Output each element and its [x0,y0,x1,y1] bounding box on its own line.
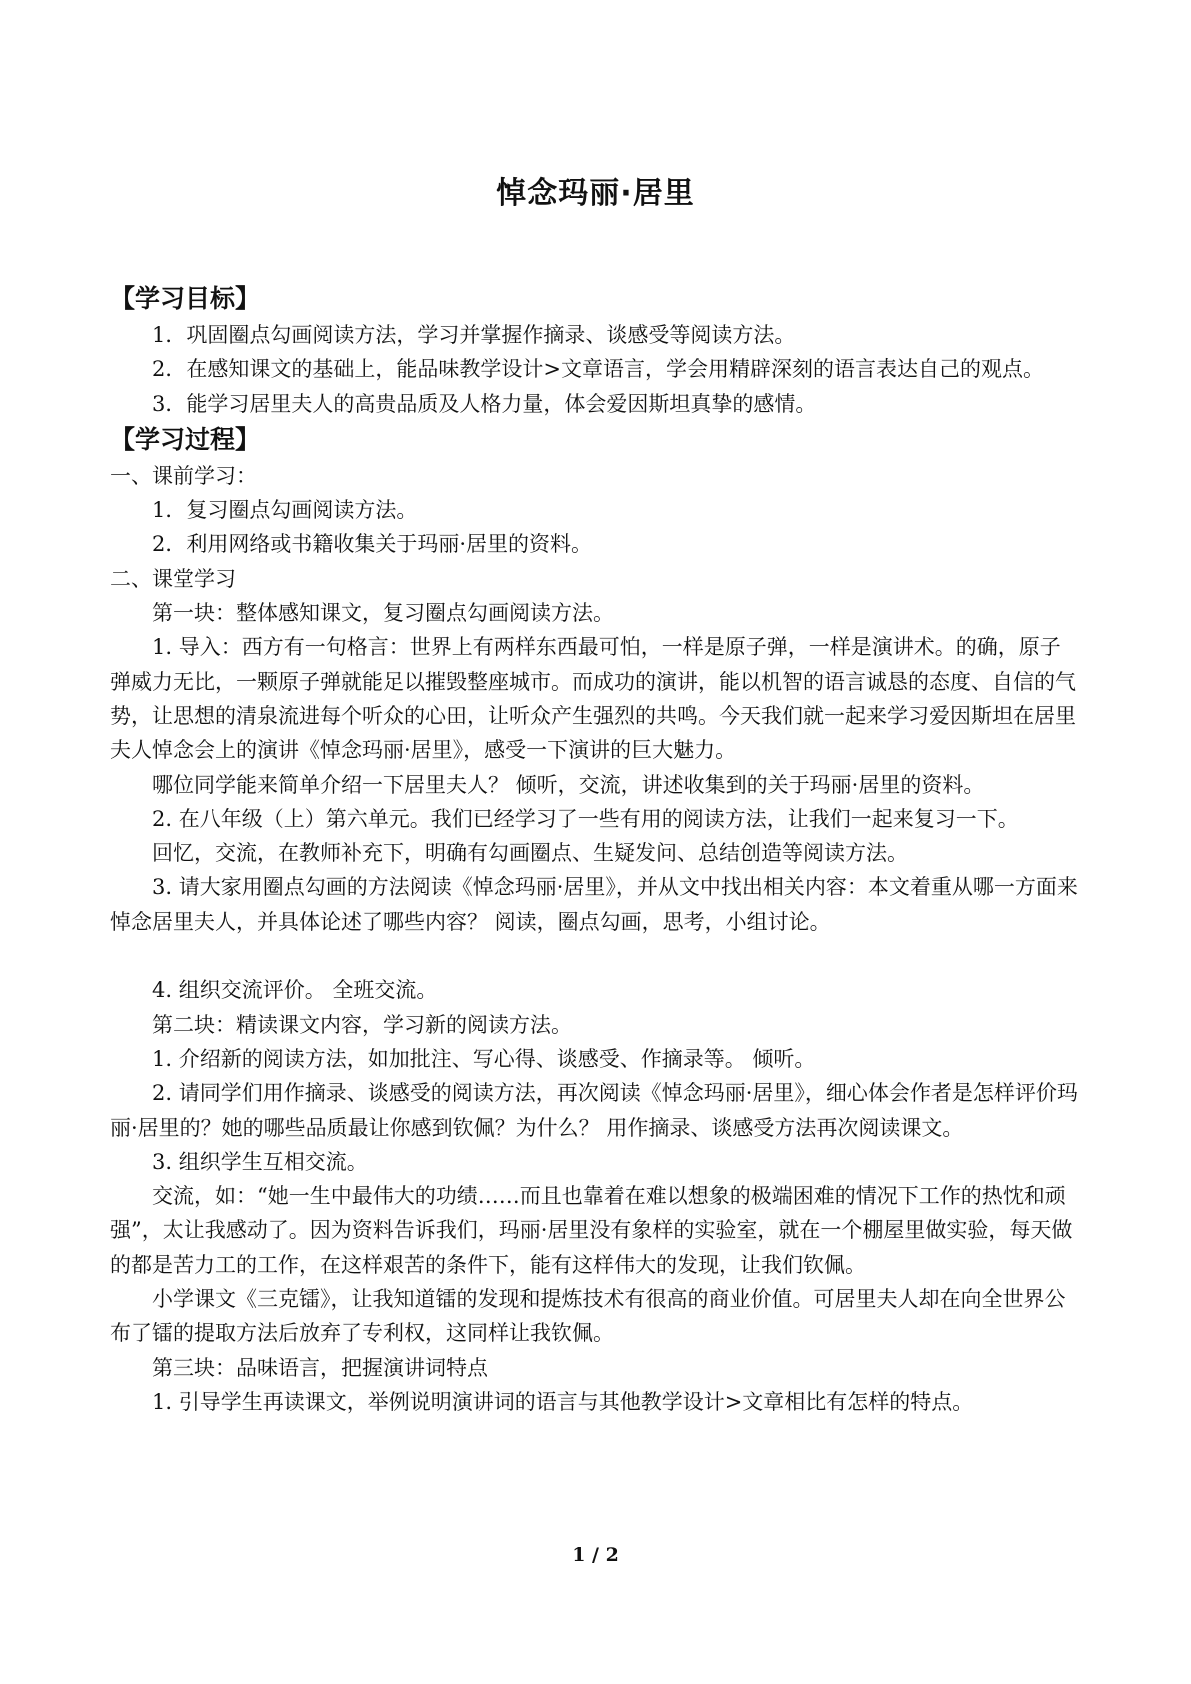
paragraph: 2. 在八年级（上）第六单元。我们已经学习了一些有用的阅读方法，让我们一起来复习一下。 [152,806,1019,831]
page-title: 悼念玛丽·居里 [496,176,695,211]
paragraph: 回忆，交流，在教师补充下，明确有勾画圈点、生疑发问、总结创造等阅读方法。 [152,841,908,866]
block-title-1: 第一块：整体感知课文，复习圈点勾画阅读方法。 [152,601,614,626]
paragraph: 1. 导入：西方有一句格言：世界上有两样东西最可怕，一样是原子弹，一样是演讲术。的确，原子弹威力无比，一颗原子弹就能足以摧毁整座城市。而成功的演讲，能以机智的语言诚恳的态度、自信的气势，让思想的清泉流进每个听众的心田，让听众产生强烈的共鸣。今天我们就一起来学习爱因斯坦在居里夫人悼念会上的演讲《悼念玛丽·居里》，感受一下演讲的巨大魅力。 [110,635,1076,763]
paragraph: 3. 请大家用圈点勾画的方法阅读《悼念玛丽·居里》，并从文中找出相关内容：本文着重从哪一方面来悼念居里夫人，并具体论述了哪些内容？ 阅读，圈点勾画，思考，小组讨论。 [110,875,1078,934]
paragraph: 1. 介绍新的阅读方法，如加批注、写心得、谈感受、作摘录等。 倾听。 [152,1046,816,1071]
section-heading-process: 【学习过程】 [110,424,261,454]
paragraph: 3. 组织学生互相交流。 [152,1149,368,1174]
part-title-prelearning: 一、课前学习： [110,463,257,488]
section-heading-objectives: 【学习目标】 [110,284,261,313]
part-title-classroom: 二、课堂学习 [110,566,236,591]
document-body [110,280,1078,1419]
prelearning-item: 1．复习圈点勾画阅读方法。 [152,498,418,523]
prelearning-item: 2．利用网络或书籍收集关于玛丽·居里的资料。 [152,532,593,557]
paragraph: 2. 请同学们用作摘录、谈感受的阅读方法，再次阅读《悼念玛丽·居里》，细心体会作者是怎样评价玛丽·居里的？她的哪些品质最让你感到钦佩？为什么？ 用作摘录、谈感受方法再次阅读课文。 [110,1081,1078,1140]
paragraph: 4. 组织交流评价。 全班交流。 [152,978,438,1003]
block-title-3: 第三块：品味语言，把握演讲词特点 [152,1355,488,1380]
page-number: 1 / 2 [572,1544,619,1566]
objective-item: 3．能学习居里夫人的高贵品质及人格力量，体会爱因斯坦真挚的感情。 [152,391,817,416]
paragraph: 哪位同学能来简单介绍一下居里夫人？ 倾听，交流，讲述收集到的关于玛丽·居里的资料。 [152,772,985,797]
objective-item: 1．巩固圈点勾画阅读方法，学习并掌握作摘录、谈感受等阅读方法。 [152,323,796,347]
objective-item: 2．在感知课文的基础上，能品味教学设计>文章语言，学会用精辟深刻的语言表达自己的观点。 [152,357,1044,382]
paragraph: 1. 引导学生再读课文，举例说明演讲词的语言与其他教学设计>文章相比有怎样的特点。 [152,1389,974,1414]
paragraph: 交流，如：“她一生中最伟大的功绩……而且也靠着在难以想象的极端困难的情况下工作的热忱和顽强”，太让我感动了。因为资料告诉我们，玛丽·居里没有象样的实验室，就在一个棚屋里做实验，每天做的都是苦力工的工作，在这样艰苦的条件下，能有这样伟大的发现，让我们钦佩。 [110,1184,1073,1277]
blank-line [110,939,1078,973]
block-title-2: 第二块：精读课文内容，学习新的阅读方法。 [152,1012,572,1037]
paragraph: 小学课文《三克镭》，让我知道镭的发现和提炼技术有很高的商业价值。可居里夫人却在向全世界公布了镭的提取方法后放弃了专利权，这同样让我钦佩。 [110,1287,1066,1346]
